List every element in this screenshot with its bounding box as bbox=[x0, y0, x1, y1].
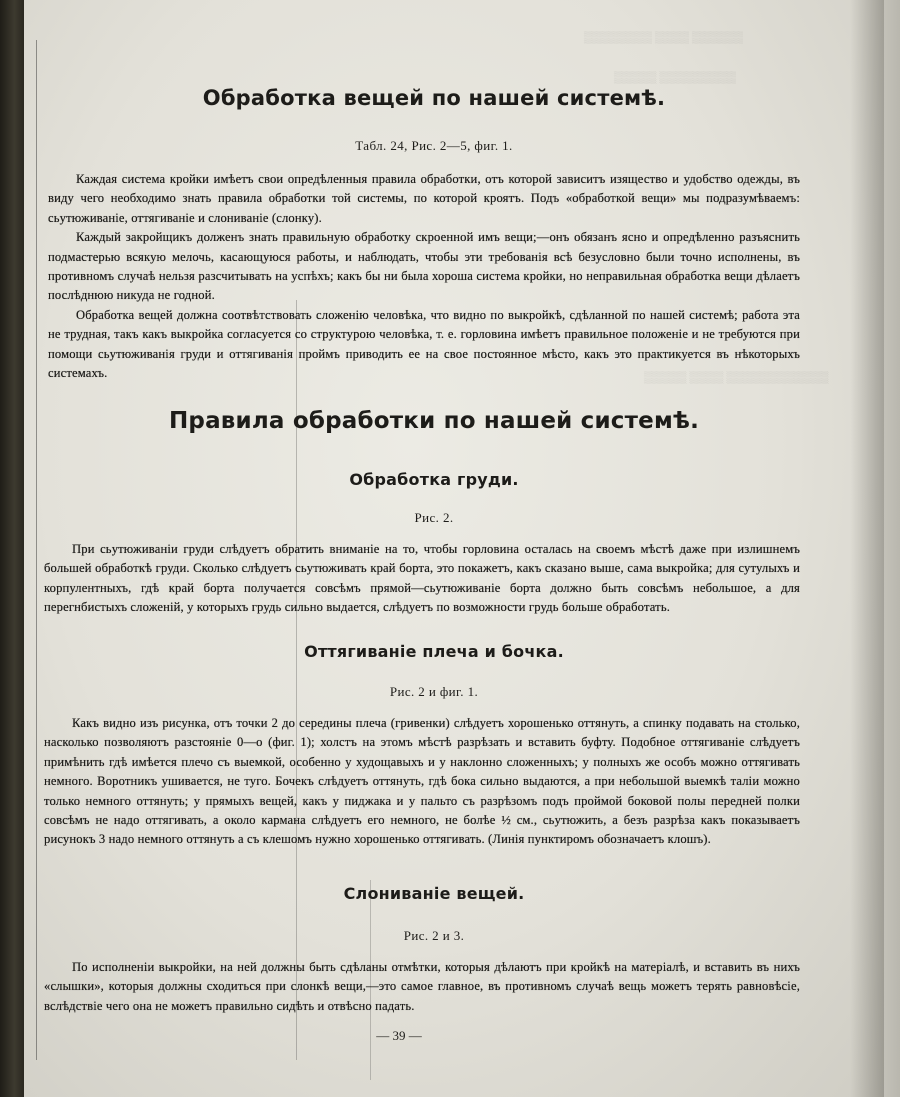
page-number: — 39 — bbox=[376, 1028, 422, 1043]
bleed-through-text: ▒▒▒▒▒▒▒▒▒ ▒▒▒▒▒ bbox=[614, 70, 737, 84]
slonka-title: Слониваніе вещей. bbox=[343, 884, 525, 903]
shoulder-text bbox=[44, 714, 800, 850]
chest-paragraph-1: При сьутюживаніи груди слѣдуетъ обратить вниманіе на то, чтобы горловина осталась на своемъ мѣстѣ даже при излишнемъ большей обработкѣ груди. Сколько слѣдуетъ сьутюживать край борта, это покажетъ, какъ сказано выше, сама выкройка; для сутулыхъ и корпулентныхъ, гдѣ край борта получается совсѣмъ прямой—сьутюживаніе борта должно быть совсѣмъ небольшое, а для перегнбистыхъ сложеній, у которыхъ грудь сильно выдается, слѣдуетъ по возможности грудь больше обработать. bbox=[44, 542, 800, 615]
slonka-paragraph-1: По исполненіи выкройки, на ней должны быть сдѣланы отмѣтки, которыя дѣлаютъ при кройкѣ на матеріалѣ, и вставить въ нихъ «слышки», которыя должны сходиться при слонкѣ вещи,—это самое главное, въ противномъ случаѣ вещь можетъ терять равновѣсіе, вслѣдствіе чего она не можетъ правильно сидѣть и отвѣсно падать. bbox=[44, 960, 800, 1013]
slonka-caption: Рис. 2 и 3. bbox=[403, 928, 465, 943]
shoulder-title: Оттягиваніе плеча и бочка. bbox=[304, 642, 564, 661]
intro-paragraph-3: Обработка вещей должна соотвѣтствовать сложенію человѣка, что видно по выкройкѣ, сдѣланной по нашей системѣ; работа эта не трудная, такъ какъ выкройка согласуется со структурою человѣка, т. е. горловина имѣетъ правильное положеніе и не требуются при помощи сьутюживанія груди и оттягиванія проймъ приводить ее на свое постоянное мѣсто, какъ это практикуется въ нѣкоторыхъ системахъ. bbox=[48, 307, 800, 381]
intro-paragraph-1: Каждая система кройки имѣетъ свои опредѣленныя правила обработки, отъ которой зависитъ изящество и удобство одежды, въ виду чего необходимо знать правила обработки той системы, по которой кроятъ. Подъ «обработкой вещи» мы подразумѣваемъ: сьутюживаніе, оттягиваніе и слониваніе (слонку). bbox=[48, 172, 800, 225]
shoulder-paragraph-1: Какъ видно изъ рисунка, отъ точки 2 до середины плеча (гривенки) слѣдуетъ хорошенько оттянуть, а спинку подавать на столько, насколько позволяютъ разстояніе 0—о (фиг. 1); холстъ на этомъ мѣстѣ разрѣзать и вставить буфту. Подобное оттягиваніе слѣдуетъ примѣнить гдѣ имѣется плечо съ выемкой, особенно у худощавыхъ и у наклонно сложенныхъ; у полныхъ же особъ можно оттягивать немного. Воротникъ ушивается, не туго. Бочекъ слѣдуетъ оттянуть, гдѣ бока сильно выдаются, а при небольшой выемкѣ таліи можно только немного оттянуть; у прямыхъ вещей, какъ у пиджака и у пальто съ разрѣзомъ подъ проймой боковой полы передней полки совсѣмъ не надо оттягивать, а около кармана слѣдуетъ его немного, не болѣе ½ см., сьутюжить, а безъ разрѣза какъ показываетъ рисунокъ 3 надо немного оттянуть а съ клешомъ нужно хорошенько оттягивать. (Линія пунктиромъ обозначаетъ клошъ). bbox=[44, 716, 800, 847]
intro-caption: Табл. 24, Рис. 2—5, фиг. 1. bbox=[355, 138, 513, 153]
rules-title: Правила обработки по нашей системѣ. bbox=[168, 408, 700, 434]
book-binding-edge bbox=[0, 0, 24, 1097]
left-margin-line bbox=[36, 40, 37, 1060]
intro-title: Обработка вещей по нашей системѣ. bbox=[202, 86, 666, 110]
slonka-text bbox=[44, 958, 800, 1016]
book-page bbox=[24, 0, 884, 1097]
chest-text bbox=[44, 540, 800, 618]
intro-paragraph-2: Каждый закройщикъ долженъ знать правильную обработку скроенной имъ вещи;—онъ обязанъ ясно и опредѣленно разъяснить подмастерью всякую мелочь, касающуюся работы, и наблюдать, чтобы эти требованія всѣ безусловно были точно исполнены, въ противномъ случаѣ нельзя разсчитывать на успѣхъ; какъ бы ни была хороша система кройки, но неправильная обработка вещи дѣлаетъ послѣднюю никуда не годной. bbox=[48, 230, 800, 303]
intro-text bbox=[48, 170, 800, 383]
chest-caption: Рис. 2. bbox=[414, 510, 454, 525]
chest-title: Обработка груди. bbox=[349, 470, 519, 489]
shoulder-caption: Рис. 2 и фиг. 1. bbox=[389, 684, 479, 699]
bleed-through-text: ▒▒▒▒▒▒▒▒▒▒▒▒ ▒▒▒▒ ▒▒▒▒▒ bbox=[644, 370, 829, 384]
bleed-through-text: ▒▒▒▒▒▒ ▒▒▒▒ ▒▒▒▒▒▒▒▒ bbox=[584, 30, 744, 44]
page-shadow bbox=[850, 0, 884, 1097]
